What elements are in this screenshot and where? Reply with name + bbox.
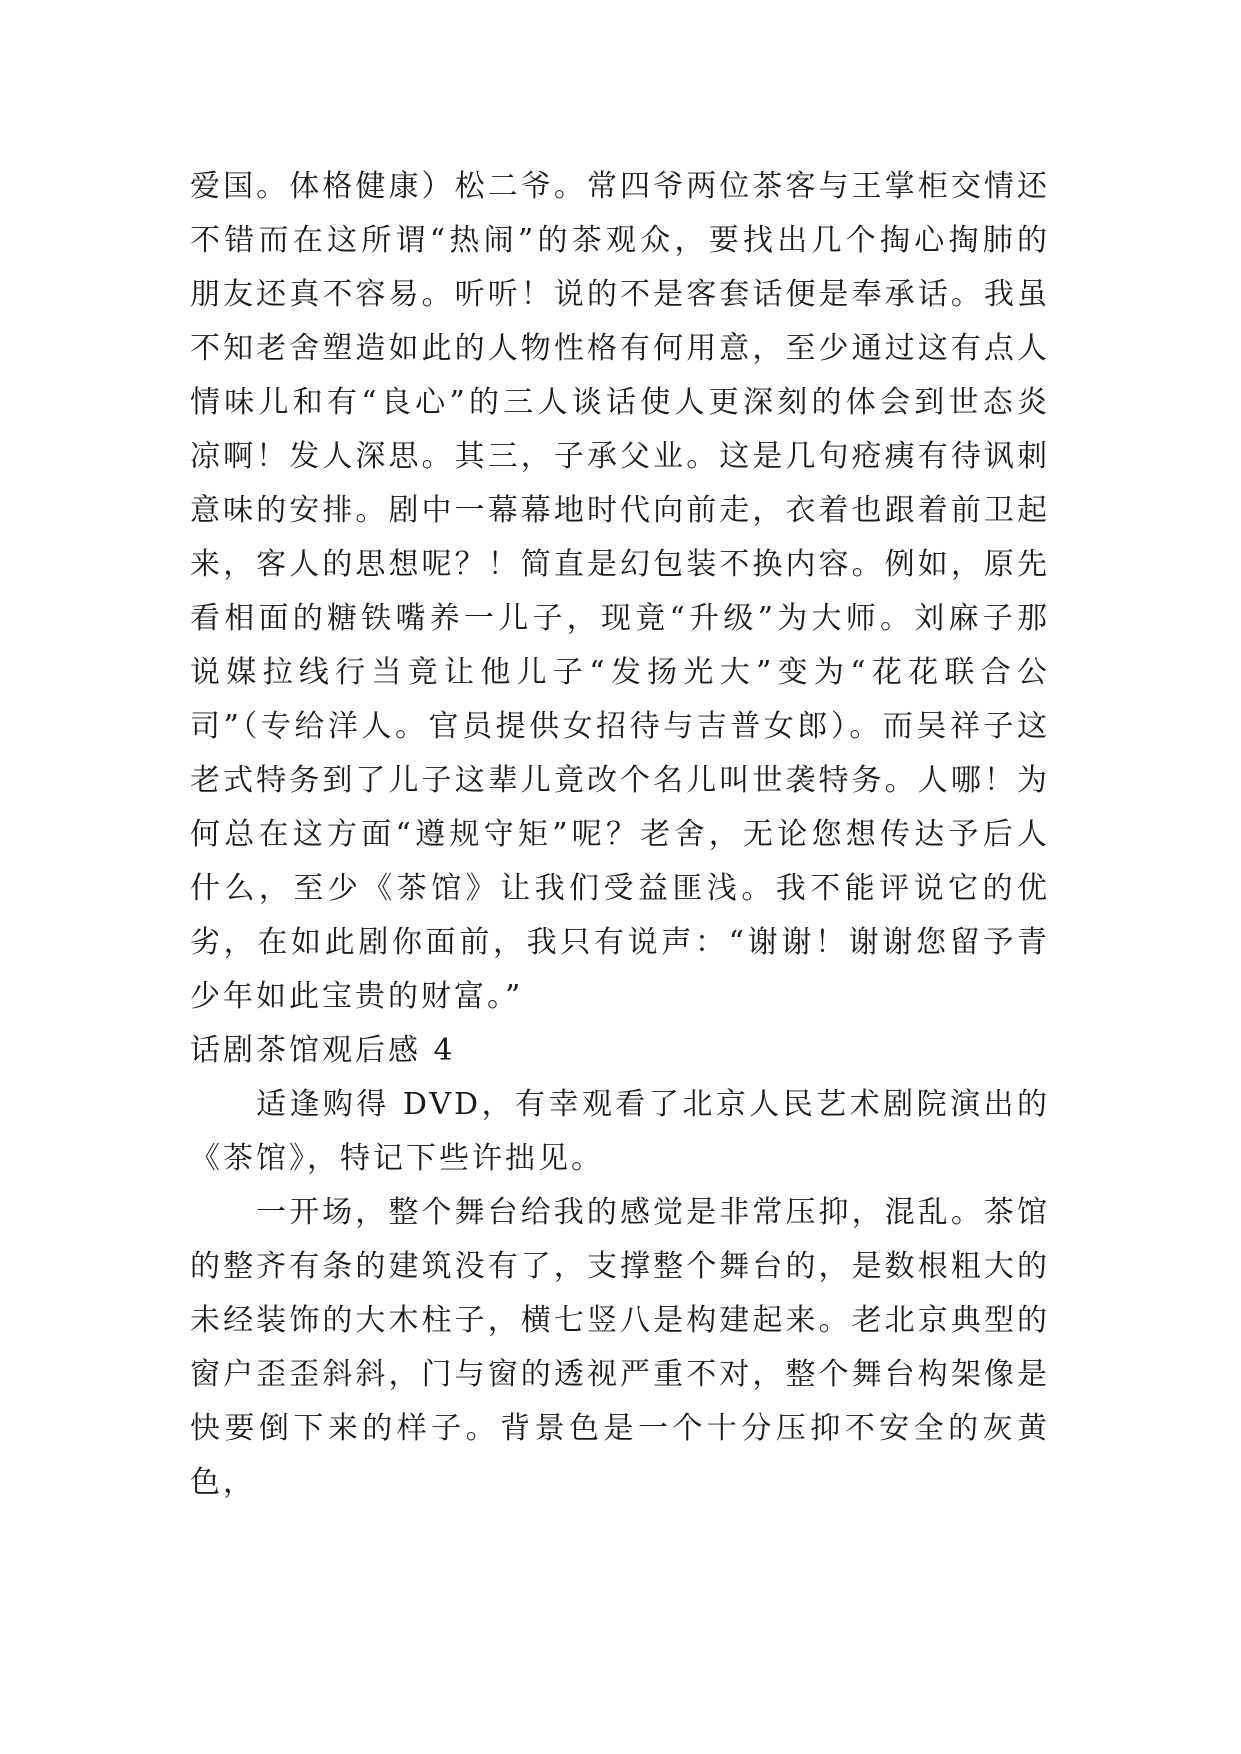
document-page <box>190 160 1050 1510</box>
body-paragraph-intro: 适逢购得 DVD，有幸观看了北京人民艺术剧院演出的《茶馆》，特记下些许拙见。 <box>190 1087 1050 1176</box>
body-paragraph-continued: 爱国。体格健康）松二爷。常四爷两位茶客与王掌柜交情还不错而在这所谓“热闹”的茶观众，要找出几个掏心掏肺的朋友还真不容易。听听！说的不是客套话便是奉承话。我虽不知老舍塑造如此的人物性格有何用意，至少通过这有点人情味儿和有“良心”的三人谈话使人更深刻的体会到世态炎凉啊！发人深思。其三，子承父业。这是几句疮痍有待讽刺意味的安排。剧中一幕幕地时代向前走，衣着也跟着前卫起来，客人的思想呢？！简直是幻包装不换内容。例如，原先看相面的糖铁嘴养一儿子，现竟“升级”为大师。刘麻子那说媒拉线行当竟让他儿子“发扬光大”变为“花花联合公司”（专给洋人。官员提供女招待与吉普女郎）。而吴祥子这老式特务到了儿子这辈儿竟改个名儿叫世袭特务。人哪！为何总在这方面“遵规守矩”呢？老舍，无论您想传达予后人什么，至少《茶馆》让我们受益匪浅。我不能评说它的优劣，在如此剧你面前，我只有说声：“谢谢！谢谢您留予青少年如此宝贵的财富。” <box>190 169 1050 1014</box>
body-paragraph-stage: 一开场，整个舞台给我的感觉是非常压抑，混乱。茶馆的整齐有条的建筑没有了，支撑整个舞台的，是数根粗大的未经装饰的大木柱子，横七竖八是构建起来。老北京典型的窗户歪歪斜斜，门与窗的透视严重不对，整个舞台构架像是快要倒下来的样子。背景色是一个十分压抑不安全的灰黄色， <box>190 1195 1050 1500</box>
section-heading: 话剧茶馆观后感 4 <box>190 1033 456 1068</box>
